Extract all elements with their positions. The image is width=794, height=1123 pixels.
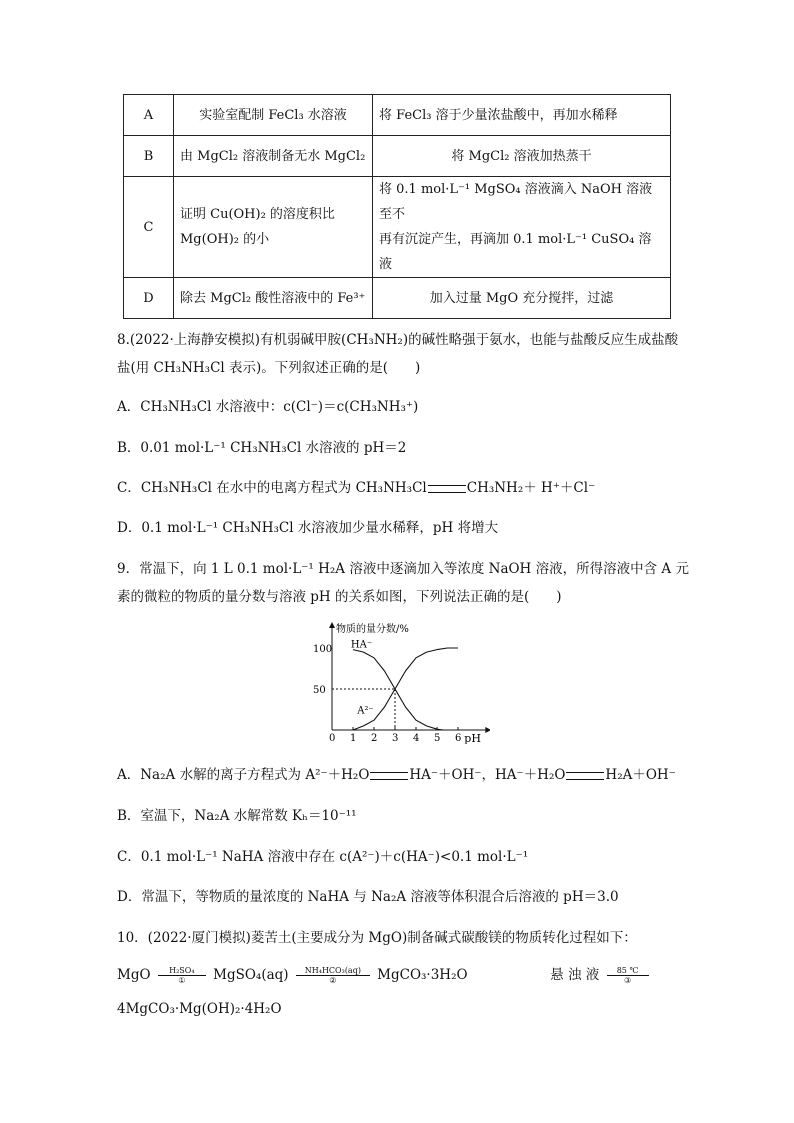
- method-line: 将 0.1 mol·L⁻¹ MgSO₄ 溶液滴入 NaOH 溶液至不: [379, 182, 653, 222]
- reagent-label: NH₄HCO₃(aq): [304, 966, 361, 975]
- method-line: 再有沉淀产生，再滴加 0.1 mol·L⁻¹ CuSO₄ 溶液: [379, 232, 652, 272]
- options-table: [123, 94, 671, 319]
- row-key: C: [124, 177, 174, 278]
- q8-option-b: B．0.01 mol·L⁻¹ CH₃NH₃Cl 水溶液的 pH＝2: [117, 440, 407, 456]
- x-axis-label: pH: [464, 732, 481, 744]
- q9-option-a-part3: H₂A＋OH⁻: [605, 767, 676, 783]
- q8-option-c-left: C．CH₃NH₃Cl 在水中的电离方程式为 CH₃NH₃Cl: [117, 480, 427, 496]
- y-tick-label: 50: [313, 685, 326, 696]
- y-tick-label: 100: [313, 644, 333, 655]
- q10-process-line: [117, 963, 652, 985]
- step-number: ①: [178, 976, 186, 985]
- condition-label: 85 ℃: [616, 966, 639, 975]
- row-key: A: [124, 95, 174, 136]
- q9-option-d: D．常温下，等物质的量浓度的 NaHA 与 Na₂A 溶液等体积混合后溶液的 pH＝3.0: [117, 889, 619, 905]
- step-number: ②: [329, 976, 337, 985]
- q8-stem-line2: 盐(用 CH₃NH₃Cl 表示)。下列叙述正确的是( ): [117, 360, 421, 376]
- q10-stem: 10．(2022·厦门模拟)菱苦土(主要成分为 MgO)制备碱式碳酸镁的物质转化过程如下：: [117, 930, 637, 946]
- row-purpose: 实验室配制 FeCl₃ 水溶液: [174, 95, 373, 136]
- q9-option-a-part1: A．Na₂A 水解的离子方程式为 A²⁻＋H₂O: [117, 767, 370, 783]
- step-number: ③: [623, 976, 632, 985]
- species-distribution-chart: [300, 618, 490, 744]
- q8-option-c-right: CH₃NH₂＋ H⁺＋Cl⁻: [466, 480, 596, 496]
- q9-option-b: B．室温下，Na₂A 水解常数 Kₕ＝10⁻¹¹: [117, 808, 357, 824]
- row-purpose: 除去 MgCl₂ 酸性溶液中的 Fe³⁺: [174, 278, 373, 319]
- q8-option-a: A．CH₃NH₃Cl 水溶液中：c(Cl⁻)＝c(CH₃NH₃⁺): [117, 399, 419, 415]
- series-label-ha: HA⁻: [350, 639, 373, 651]
- x-tick-label: 5: [434, 733, 441, 744]
- q10-species-mgo: MgO: [117, 967, 151, 983]
- x-tick-label: 6: [455, 733, 462, 744]
- reaction-arrow-icon: [296, 966, 370, 985]
- q10-species-mgco3: MgCO₃·3H₂O: [377, 967, 468, 983]
- q10-species-suspension: 悬 浊 液: [550, 967, 600, 983]
- table-row: [124, 278, 671, 319]
- q8-option-c: [117, 476, 595, 496]
- series-label-a2: A²⁻: [357, 705, 374, 717]
- reaction-arrow-icon: [158, 966, 206, 985]
- x-tick-label: 4: [413, 733, 420, 744]
- q10-species-mgso4: MgSO₄(aq): [213, 967, 289, 983]
- x-tick-label: 1: [350, 733, 357, 744]
- row-method: [373, 177, 671, 278]
- q9-stem-line2: 素的微粒的物质的量分数与溶液 pH 的关系如图，下列说法正确的是( ): [117, 589, 562, 605]
- q8-stem-line1: 8.(2022·上海静安模拟)有机弱碱甲胺(CH₃NH₂)的碱性略强于氨水，也能与盐酸反应生成盐酸: [117, 332, 679, 348]
- x-axis-arrow-icon: [485, 727, 490, 733]
- table-row: [124, 177, 671, 278]
- row-method: 将 FeCl₃ 溶于少量浓盐酸中，再加水稀释: [373, 95, 671, 136]
- q9-stem-line1: 9．常温下，向 1 L 0.1 mol·L⁻¹ H₂A 溶液中逐滴加入等浓度 NaOH 溶液，所得溶液中含 A 元: [117, 561, 689, 577]
- x-tick-label: 0: [329, 733, 336, 744]
- equilibrium-arrow-icon: [428, 485, 466, 493]
- y-axis-label: 物质的量分数/%: [336, 624, 409, 635]
- row-key: D: [124, 278, 174, 319]
- row-method: 将 MgCl₂ 溶液加热蒸干: [373, 136, 671, 177]
- equilibrium-arrow-icon: [566, 772, 604, 780]
- row-method: 加入过量 MgO 充分搅拌，过滤: [373, 278, 671, 319]
- equilibrium-arrow-icon: [370, 772, 408, 780]
- row-purpose: 由 MgCl₂ 溶液制备无水 MgCl₂: [174, 136, 373, 177]
- table-row: [124, 136, 671, 177]
- series-line-0: [353, 650, 443, 730]
- row-purpose: 证明 Cu(OH)₂ 的溶度积比 Mg(OH)₂ 的小: [174, 177, 373, 278]
- x-tick-label: 3: [392, 733, 399, 744]
- reaction-arrow-icon: [607, 966, 649, 985]
- q9-option-c: C．0.1 mol·L⁻¹ NaHA 溶液中存在 c(A²⁻)＋c(HA⁻)<0.1 mol·L⁻¹: [117, 849, 529, 865]
- y-axis-arrow-icon: [329, 622, 335, 628]
- x-tick-label: 2: [371, 733, 378, 744]
- q9-option-a-part2: HA⁻＋OH⁻，HA⁻＋H₂O: [409, 767, 566, 783]
- row-key: B: [124, 136, 174, 177]
- reagent-label: H₂SO₄: [169, 966, 195, 975]
- q8-option-d: D．0.1 mol·L⁻¹ CH₃NH₃Cl 水溶液加少量水稀释，pH 将增大: [117, 520, 499, 536]
- q9-option-a: [117, 763, 676, 783]
- table-row: [124, 95, 671, 136]
- q10-product: 4MgCO₃·Mg(OH)₂·4H₂O: [117, 1001, 282, 1017]
